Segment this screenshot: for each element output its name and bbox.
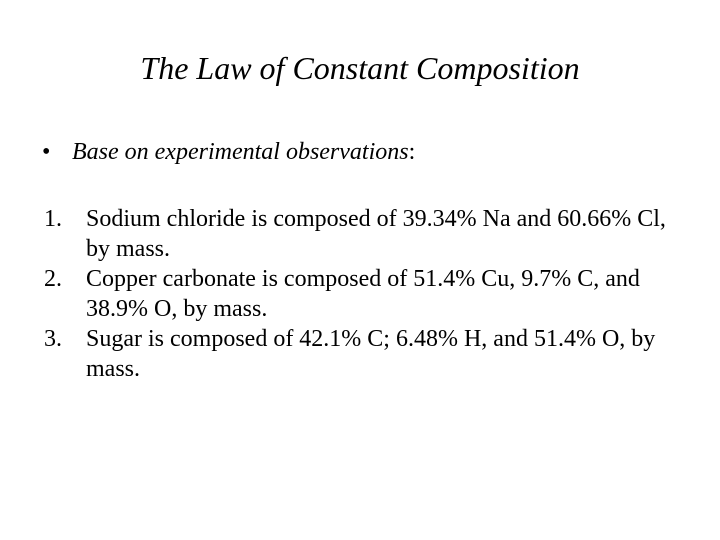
list-item-text: Sugar is composed of 42.1% C; 6.48% H, and 51.4% O, by mass.	[86, 326, 656, 382]
observations-list	[44, 204, 694, 384]
list-item	[44, 264, 694, 324]
bullet-suffix: :	[408, 139, 416, 165]
list-item-number: 3.	[44, 326, 62, 352]
slide-title: The Law of Constant Composition	[140, 50, 580, 86]
list-item-text: Sodium chloride is composed of 39.34% Na and 60.66% Cl, by mass.	[86, 206, 666, 262]
list-item	[44, 324, 694, 384]
list-item-text: Copper carbonate is composed of 51.4% Cu, 9.7% C, and 38.9% O, by mass.	[86, 266, 640, 322]
list-item-number: 2.	[44, 266, 62, 292]
list-item	[44, 204, 694, 264]
bullet-text: Base on experimental observations	[72, 139, 409, 165]
list-item-number: 1.	[44, 206, 62, 232]
bullet-point	[42, 134, 415, 170]
bullet-marker: •	[42, 139, 51, 165]
